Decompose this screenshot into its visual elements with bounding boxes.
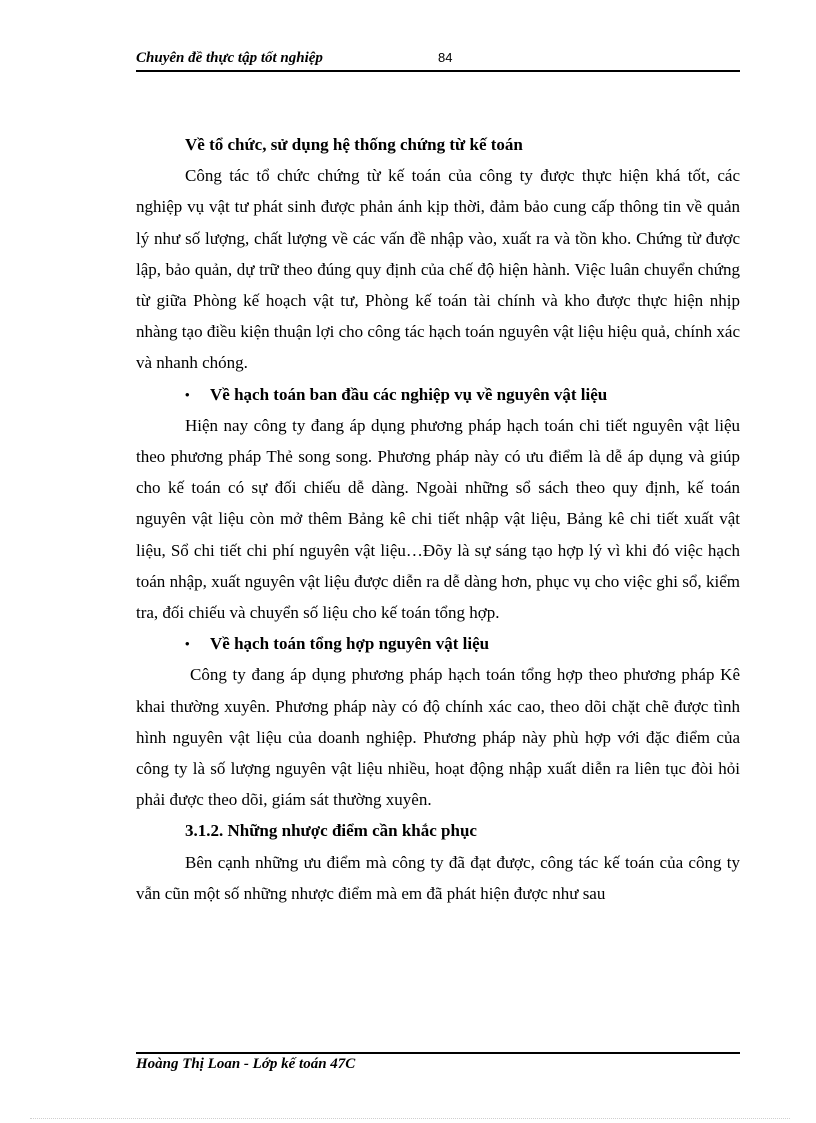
section-heading-hach-toan-tong-hop	[136, 628, 740, 659]
section-heading-text: Về hạch toán tổng hợp nguyên vật liệu	[210, 634, 490, 654]
page-footer: Hoàng Thị Loan - Lớp kế toán 47C	[136, 1056, 356, 1072]
page-number: 84	[438, 50, 453, 65]
page-edge-divider	[30, 1118, 790, 1119]
paragraph-chung-tu: Công tác tổ chức chứng từ kế toán của công ty được thực hiện khá tốt, các nghiệp vụ vật tư phát sinh được phản ánh kịp thời, đảm bảo cung cấp thông tin về quản lý như số lượng, chất lượng về các vấn đề nhập vào, xuất ra và tồn kho. Chứng từ được lập, bảo quản, dự trữ theo đúng quy định của chế độ hiện hành. Việc luân chuyển chứng từ giữa Phòng kế hoạch vật tư, Phòng kế toán tài chính và kho được thực hiện nhịp nhàng tạo điều kiện thuận lợi cho công tác hạch toán nguyên vật liệu hiệu quả, chính xác và nhanh chóng.	[136, 166, 740, 373]
section-heading-nhuoc-diem: 3.1.2. Những nhược điểm cần khắc phục	[185, 821, 477, 841]
section-heading-hach-toan-ban-dau	[136, 379, 740, 410]
section-heading-chung-tu: Về tổ chức, sử dụng hệ thống chứng từ kế toán	[185, 135, 523, 154]
header-rule	[136, 70, 740, 72]
section-heading-text: Về hạch toán ban đầu các nghiệp vụ về nguyên vật liệu	[210, 384, 608, 404]
page-header	[136, 48, 740, 70]
footer-rule	[136, 1052, 740, 1054]
paragraph-hach-toan-ban-dau: Hiện nay công ty đang áp dụng phương pháp hạch toán chi tiết nguyên vật liệu theo phương pháp Thẻ song song. Phương pháp này có ưu điểm là dễ áp dụng và giúp cho kế toán có sự đối chiếu dễ dàng. Ngoài những sổ sách theo quy định, kế toán nguyên vật liệu còn mở thêm Bảng kê chi tiết nhập vật liệu, Bảng kê chi tiết xuất vật liệu, Sổ chi tiết chi phí nguyên vật liệu…Đõy là sự sáng tạo hợp lý vì khi đó việc hạch toán nhập, xuất nguyên vật liệu được diễn ra dễ dàng hơn, phục vụ cho việc ghi sổ, kiểm tra, đối chiếu và chuyển số liệu cho kế toán tổng hợp.	[136, 415, 740, 623]
paragraph-nhuoc-diem: Bên cạnh những ưu điểm mà công ty đã đạt được, công tác kế toán của công ty vẫn cũn một số những nhược điểm mà em đã phát hiện được như sau	[136, 852, 740, 903]
paragraph-hach-toan-tong-hop: Công ty đang áp dụng phương pháp hạch toán tổng hợp theo phương pháp Kê khai thường xuyên. Phương pháp này có độ chính xác cao, theo dõi chặt chẽ được tình hình nguyên vật liệu của doanh nghiệp. Phương pháp này phù hợp với đặc điểm của công ty là số lượng nguyên vật liệu nhiều, hoạt động nhập xuất diễn ra liên tục đòi hỏi phải được theo dõi, giám sát thường xuyên.	[136, 665, 740, 810]
document-body	[136, 129, 740, 909]
bullet-icon: •	[185, 386, 190, 402]
bullet-icon: •	[185, 636, 190, 652]
document-title: Chuyên đề thực tập tốt nghiệp	[136, 50, 323, 66]
